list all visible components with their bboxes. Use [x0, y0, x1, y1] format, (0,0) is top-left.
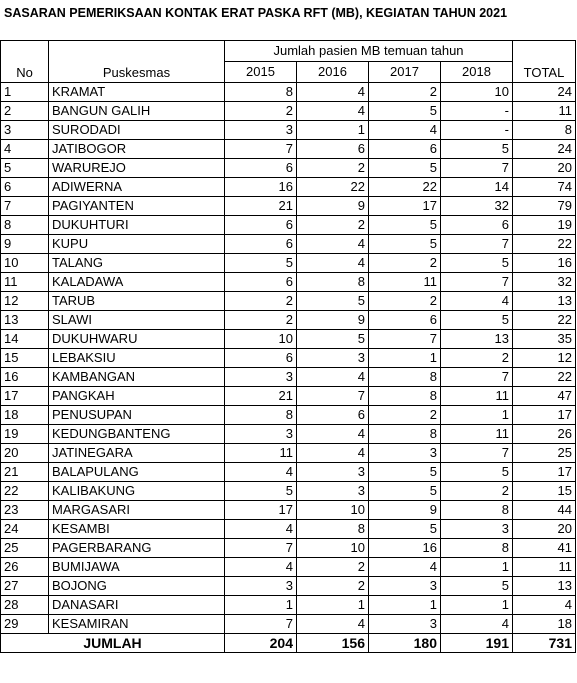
cell-2015[interactable]: 6: [225, 273, 297, 292]
cell-no[interactable]: 18: [1, 406, 49, 425]
cell-2016[interactable]: 4: [297, 615, 369, 634]
cell-2016[interactable]: 4: [297, 102, 369, 121]
cell-2018[interactable]: 8: [441, 501, 513, 520]
cell-2016[interactable]: 1: [297, 121, 369, 140]
cell-no[interactable]: 17: [1, 387, 49, 406]
cell-2018[interactable]: 11: [441, 387, 513, 406]
cell-puskesmas[interactable]: KESAMIRAN: [49, 615, 225, 634]
cell-2017[interactable]: 6: [369, 140, 441, 159]
table-row: [1, 482, 576, 501]
table-row: [1, 596, 576, 615]
cell-2015[interactable]: 17: [225, 501, 297, 520]
cell-no[interactable]: 12: [1, 292, 49, 311]
table-row: [1, 140, 576, 159]
cell-2018[interactable]: 5: [441, 577, 513, 596]
cell-2018[interactable]: -: [441, 102, 513, 121]
table-row: [1, 235, 576, 254]
cell-no[interactable]: 29: [1, 615, 49, 634]
cell-2015[interactable]: 10: [225, 330, 297, 349]
cell-2016[interactable]: 2: [297, 558, 369, 577]
cell-no[interactable]: 11: [1, 273, 49, 292]
cell-2015[interactable]: 6: [225, 349, 297, 368]
cell-puskesmas[interactable]: KALADAWA: [49, 273, 225, 292]
cell-2015[interactable]: 16: [225, 178, 297, 197]
cell-2015[interactable]: 6: [225, 159, 297, 178]
table-row: [1, 216, 576, 235]
cell-no[interactable]: 14: [1, 330, 49, 349]
table-row: [1, 273, 576, 292]
cell-no[interactable]: 25: [1, 539, 49, 558]
cell-2018[interactable]: 1: [441, 558, 513, 577]
cell-total[interactable]: 13: [513, 292, 576, 311]
cell-2018[interactable]: 5: [441, 140, 513, 159]
cell-2017[interactable]: 1: [369, 349, 441, 368]
totals-y2018[interactable]: 191: [441, 634, 513, 653]
cell-2018[interactable]: 7: [441, 235, 513, 254]
cell-no[interactable]: 19: [1, 425, 49, 444]
totals-y2015[interactable]: 204: [225, 634, 297, 653]
cell-puskesmas[interactable]: LEBAKSIU: [49, 349, 225, 368]
cell-2018[interactable]: 5: [441, 254, 513, 273]
cell-2015[interactable]: 5: [225, 254, 297, 273]
cell-total[interactable]: 15: [513, 482, 576, 501]
cell-total[interactable]: 20: [513, 520, 576, 539]
cell-2015[interactable]: 4: [225, 463, 297, 482]
cell-2018[interactable]: 14: [441, 178, 513, 197]
cell-2018[interactable]: 7: [441, 273, 513, 292]
cell-no[interactable]: 9: [1, 235, 49, 254]
cell-2015[interactable]: 8: [225, 406, 297, 425]
table-row: [1, 501, 576, 520]
cell-no[interactable]: 20: [1, 444, 49, 463]
totals-y2017[interactable]: 180: [369, 634, 441, 653]
cell-2017[interactable]: 5: [369, 102, 441, 121]
cell-2016[interactable]: 5: [297, 330, 369, 349]
cell-2015[interactable]: 4: [225, 558, 297, 577]
cell-2015[interactable]: 4: [225, 520, 297, 539]
cell-2018[interactable]: 4: [441, 292, 513, 311]
cell-puskesmas[interactable]: JATINEGARA: [49, 444, 225, 463]
cell-2016[interactable]: 22: [297, 178, 369, 197]
cell-total[interactable]: 44: [513, 501, 576, 520]
table-row: [1, 311, 576, 330]
cell-2018[interactable]: 10: [441, 83, 513, 102]
cell-total[interactable]: 24: [513, 140, 576, 159]
cell-no[interactable]: 1: [1, 83, 49, 102]
cell-no[interactable]: 7: [1, 197, 49, 216]
table-row: [1, 178, 576, 197]
cell-2015[interactable]: 5: [225, 482, 297, 501]
table-row: [1, 330, 576, 349]
cell-2017[interactable]: 5: [369, 482, 441, 501]
table-row: [1, 368, 576, 387]
cell-2015[interactable]: 11: [225, 444, 297, 463]
cell-total[interactable]: 22: [513, 311, 576, 330]
cell-total[interactable]: 13: [513, 577, 576, 596]
cell-2018[interactable]: 4: [441, 615, 513, 634]
cell-puskesmas[interactable]: JATIBOGOR: [49, 140, 225, 159]
table-row: [1, 254, 576, 273]
cell-2016[interactable]: 8: [297, 273, 369, 292]
cell-2016[interactable]: 3: [297, 482, 369, 501]
cell-2015[interactable]: 6: [225, 235, 297, 254]
cell-2017[interactable]: 5: [369, 520, 441, 539]
cell-2016[interactable]: 8: [297, 520, 369, 539]
cell-2017[interactable]: 3: [369, 615, 441, 634]
cell-no[interactable]: 22: [1, 482, 49, 501]
cell-puskesmas[interactable]: WARUREJO: [49, 159, 225, 178]
cell-no[interactable]: 3: [1, 121, 49, 140]
data-table: [0, 40, 576, 653]
cell-total[interactable]: 35: [513, 330, 576, 349]
cell-2016[interactable]: 2: [297, 159, 369, 178]
cell-total[interactable]: 79: [513, 197, 576, 216]
cell-2016[interactable]: 1: [297, 596, 369, 615]
cell-no[interactable]: 16: [1, 368, 49, 387]
table-row: [1, 197, 576, 216]
cell-2017[interactable]: 9: [369, 501, 441, 520]
cell-2015[interactable]: 21: [225, 197, 297, 216]
cell-2018[interactable]: 2: [441, 349, 513, 368]
cell-2017[interactable]: 4: [369, 121, 441, 140]
cell-2018[interactable]: 5: [441, 463, 513, 482]
cell-puskesmas[interactable]: SLAWI: [49, 311, 225, 330]
cell-2017[interactable]: 1: [369, 596, 441, 615]
cell-total[interactable]: 22: [513, 368, 576, 387]
cell-total[interactable]: 22: [513, 235, 576, 254]
table-row: [1, 558, 576, 577]
cell-2015[interactable]: 21: [225, 387, 297, 406]
cell-2015[interactable]: 8: [225, 83, 297, 102]
cell-2018[interactable]: 7: [441, 159, 513, 178]
table-row: [1, 121, 576, 140]
cell-2017[interactable]: 11: [369, 273, 441, 292]
cell-2016[interactable]: 4: [297, 444, 369, 463]
table-row: [1, 444, 576, 463]
totals-row: [1, 634, 576, 653]
cell-2017[interactable]: 2: [369, 406, 441, 425]
cell-2016[interactable]: 4: [297, 254, 369, 273]
table-row: [1, 406, 576, 425]
cell-total[interactable]: 20: [513, 159, 576, 178]
cell-2018[interactable]: 7: [441, 368, 513, 387]
cell-total[interactable]: 74: [513, 178, 576, 197]
cell-2017[interactable]: 3: [369, 444, 441, 463]
cell-2015[interactable]: 2: [225, 311, 297, 330]
cell-puskesmas[interactable]: KRAMAT: [49, 83, 225, 102]
cell-total[interactable]: 19: [513, 216, 576, 235]
table-row: [1, 615, 576, 634]
cell-total[interactable]: 12: [513, 349, 576, 368]
header-row-group: [1, 41, 576, 62]
cell-2017[interactable]: 5: [369, 216, 441, 235]
cell-puskesmas[interactable]: DANASARI: [49, 596, 225, 615]
cell-puskesmas[interactable]: ADIWERNA: [49, 178, 225, 197]
cell-no[interactable]: 28: [1, 596, 49, 615]
header-group[interactable]: Jumlah pasien MB temuan tahun: [225, 41, 513, 62]
cell-2016[interactable]: 6: [297, 140, 369, 159]
cell-2018[interactable]: 1: [441, 406, 513, 425]
table-row: [1, 577, 576, 596]
cell-2018[interactable]: 13: [441, 330, 513, 349]
cell-puskesmas[interactable]: TALANG: [49, 254, 225, 273]
cell-2018[interactable]: 8: [441, 539, 513, 558]
cell-puskesmas[interactable]: PENUSUPAN: [49, 406, 225, 425]
cell-2016[interactable]: 10: [297, 501, 369, 520]
cell-2016[interactable]: 9: [297, 197, 369, 216]
cell-2016[interactable]: 6: [297, 406, 369, 425]
cell-puskesmas[interactable]: BOJONG: [49, 577, 225, 596]
cell-2016[interactable]: 2: [297, 577, 369, 596]
cell-puskesmas[interactable]: DUKUHTURI: [49, 216, 225, 235]
cell-2017[interactable]: 5: [369, 463, 441, 482]
cell-total[interactable]: 11: [513, 558, 576, 577]
cell-2015[interactable]: 7: [225, 140, 297, 159]
cell-puskesmas[interactable]: KESAMBI: [49, 520, 225, 539]
cell-2018[interactable]: 6: [441, 216, 513, 235]
cell-no[interactable]: 23: [1, 501, 49, 520]
cell-total[interactable]: 11: [513, 102, 576, 121]
cell-2018[interactable]: 3: [441, 520, 513, 539]
header-total[interactable]: TOTAL: [513, 41, 576, 83]
cell-2018[interactable]: 2: [441, 482, 513, 501]
cell-2016[interactable]: 3: [297, 463, 369, 482]
cell-total[interactable]: 8: [513, 121, 576, 140]
cell-total[interactable]: 41: [513, 539, 576, 558]
cell-2017[interactable]: 22: [369, 178, 441, 197]
header-year-2018[interactable]: 2018: [441, 62, 513, 83]
cell-2016[interactable]: 10: [297, 539, 369, 558]
cell-2017[interactable]: 16: [369, 539, 441, 558]
cell-puskesmas[interactable]: SURODADI: [49, 121, 225, 140]
cell-2018[interactable]: 32: [441, 197, 513, 216]
cell-2015[interactable]: 2: [225, 102, 297, 121]
cell-2015[interactable]: 3: [225, 577, 297, 596]
cell-puskesmas[interactable]: MARGASARI: [49, 501, 225, 520]
cell-2017[interactable]: 8: [369, 368, 441, 387]
cell-puskesmas[interactable]: TARUB: [49, 292, 225, 311]
table-row: [1, 292, 576, 311]
cell-no[interactable]: 5: [1, 159, 49, 178]
cell-no[interactable]: 24: [1, 520, 49, 539]
cell-2016[interactable]: 4: [297, 83, 369, 102]
cell-puskesmas[interactable]: KUPU: [49, 235, 225, 254]
cell-puskesmas[interactable]: KALIBAKUNG: [49, 482, 225, 501]
cell-no[interactable]: 8: [1, 216, 49, 235]
cell-no[interactable]: 4: [1, 140, 49, 159]
table-row: [1, 83, 576, 102]
cell-2016[interactable]: 4: [297, 368, 369, 387]
table-row: [1, 102, 576, 121]
cell-2017[interactable]: 5: [369, 235, 441, 254]
cell-2018[interactable]: 1: [441, 596, 513, 615]
cell-puskesmas[interactable]: PAGIYANTEN: [49, 197, 225, 216]
cell-2017[interactable]: 17: [369, 197, 441, 216]
table-row: [1, 387, 576, 406]
table-row: [1, 520, 576, 539]
cell-total[interactable]: 18: [513, 615, 576, 634]
cell-puskesmas[interactable]: BANGUN GALIH: [49, 102, 225, 121]
cell-total[interactable]: 4: [513, 596, 576, 615]
cell-2018[interactable]: -: [441, 121, 513, 140]
cell-total[interactable]: 17: [513, 463, 576, 482]
cell-2015[interactable]: 3: [225, 121, 297, 140]
table-row: [1, 425, 576, 444]
cell-no[interactable]: 13: [1, 311, 49, 330]
header-year-2015[interactable]: 2015: [225, 62, 297, 83]
cell-2015[interactable]: 1: [225, 596, 297, 615]
cell-2018[interactable]: 11: [441, 425, 513, 444]
cell-total[interactable]: 32: [513, 273, 576, 292]
cell-puskesmas[interactable]: KAMBANGAN: [49, 368, 225, 387]
cell-2016[interactable]: 3: [297, 349, 369, 368]
totals-total[interactable]: 731: [513, 634, 576, 653]
cell-2018[interactable]: 5: [441, 311, 513, 330]
cell-puskesmas[interactable]: BALAPULANG: [49, 463, 225, 482]
cell-2018[interactable]: 7: [441, 444, 513, 463]
header-year-2017[interactable]: 2017: [369, 62, 441, 83]
totals-y2016[interactable]: 156: [297, 634, 369, 653]
cell-no[interactable]: 6: [1, 178, 49, 197]
cell-no[interactable]: 21: [1, 463, 49, 482]
cell-no[interactable]: 2: [1, 102, 49, 121]
cell-2017[interactable]: 3: [369, 577, 441, 596]
cell-2015[interactable]: 2: [225, 292, 297, 311]
cell-2015[interactable]: 3: [225, 368, 297, 387]
cell-2016[interactable]: 4: [297, 425, 369, 444]
cell-puskesmas[interactable]: PAGERBARANG: [49, 539, 225, 558]
cell-2017[interactable]: 2: [369, 254, 441, 273]
cell-puskesmas[interactable]: BUMIJAWA: [49, 558, 225, 577]
cell-2016[interactable]: 4: [297, 235, 369, 254]
cell-no[interactable]: 15: [1, 349, 49, 368]
cell-puskesmas[interactable]: PANGKAH: [49, 387, 225, 406]
totals-label[interactable]: JUMLAH: [1, 634, 225, 653]
cell-2016[interactable]: 7: [297, 387, 369, 406]
cell-2015[interactable]: 3: [225, 425, 297, 444]
cell-2016[interactable]: 9: [297, 311, 369, 330]
cell-2017[interactable]: 5: [369, 159, 441, 178]
table-row: [1, 539, 576, 558]
table-row: [1, 463, 576, 482]
cell-2016[interactable]: 5: [297, 292, 369, 311]
cell-2017[interactable]: 4: [369, 558, 441, 577]
cell-2017[interactable]: 2: [369, 292, 441, 311]
header-year-2016[interactable]: 2016: [297, 62, 369, 83]
cell-2017[interactable]: 8: [369, 387, 441, 406]
cell-no[interactable]: 10: [1, 254, 49, 273]
cell-puskesmas[interactable]: DUKUHWARU: [49, 330, 225, 349]
cell-total[interactable]: 25: [513, 444, 576, 463]
header-no[interactable]: No: [1, 41, 49, 83]
cell-total[interactable]: 16: [513, 254, 576, 273]
cell-no[interactable]: 26: [1, 558, 49, 577]
sheet-title: SASARAN PEMERIKSAAN KONTAK ERAT PASKA RFT (MB), KEGIATAN TAHUN 2021: [4, 6, 508, 20]
cell-total[interactable]: 24: [513, 83, 576, 102]
header-puskesmas[interactable]: Puskesmas: [49, 41, 225, 83]
cell-2016[interactable]: 2: [297, 216, 369, 235]
cell-2017[interactable]: 8: [369, 425, 441, 444]
cell-no[interactable]: 27: [1, 577, 49, 596]
cell-puskesmas[interactable]: KEDUNGBANTENG: [49, 425, 225, 444]
cell-2015[interactable]: 7: [225, 539, 297, 558]
cell-2015[interactable]: 7: [225, 615, 297, 634]
table-row: [1, 349, 576, 368]
cell-total[interactable]: 26: [513, 425, 576, 444]
cell-2017[interactable]: 7: [369, 330, 441, 349]
cell-2017[interactable]: 6: [369, 311, 441, 330]
cell-2015[interactable]: 6: [225, 216, 297, 235]
cell-total[interactable]: 47: [513, 387, 576, 406]
cell-total[interactable]: 17: [513, 406, 576, 425]
table-row: [1, 159, 576, 178]
cell-2017[interactable]: 2: [369, 83, 441, 102]
